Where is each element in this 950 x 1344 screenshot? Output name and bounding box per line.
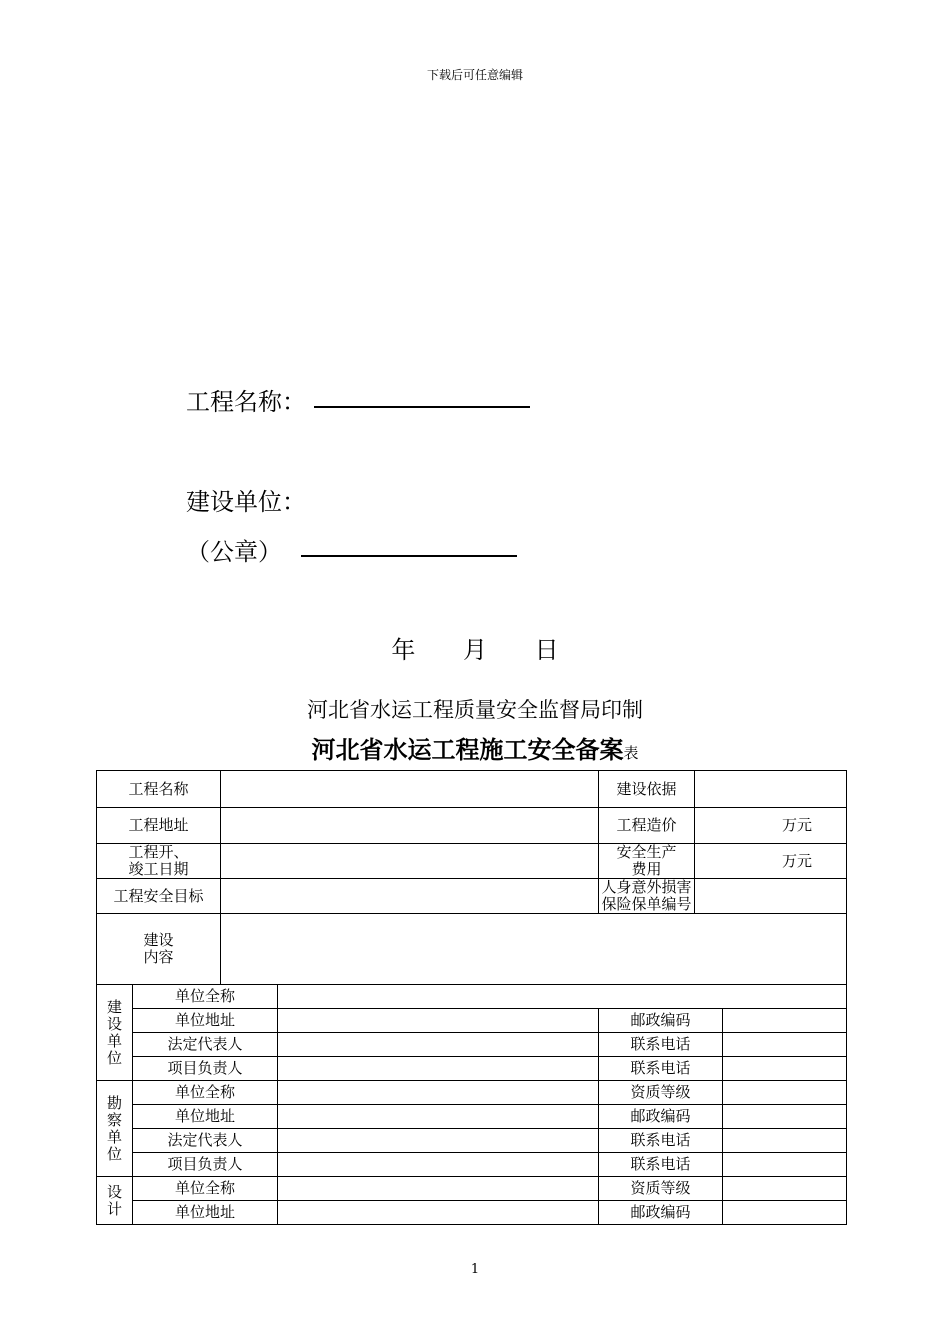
dates-line2: 竣工日期 (128, 860, 189, 878)
design-label-full-name: 单位全称 (133, 1177, 278, 1201)
date-year: 年 (391, 636, 416, 664)
dates-line1: 工程开、 (128, 843, 189, 861)
design-value-address[interactable] (278, 1201, 599, 1225)
insurance-line2: 保险保单编号 (601, 895, 692, 913)
group-design (97, 1177, 133, 1225)
builder-value-lead-phone[interactable] (723, 1057, 847, 1081)
design-value-postcode[interactable] (723, 1201, 847, 1225)
group-builder-char: 建 (106, 997, 122, 1016)
group-design-char: 计 (106, 1199, 122, 1218)
survey-value-phone[interactable] (723, 1129, 847, 1153)
date-day: 日 (534, 636, 559, 664)
date-month: 月 (463, 636, 487, 664)
survey-label-qualification: 资质等级 (599, 1081, 723, 1105)
form-title-suffix: 表 (623, 744, 639, 762)
label-safety-fee (599, 844, 695, 879)
builder-label-lead-phone: 联系电话 (599, 1057, 723, 1081)
project-name-label: 工程名称： (186, 388, 306, 416)
fee-unit: 万元 (782, 851, 813, 870)
survey-label-legal-rep: 法定代表人 (133, 1129, 278, 1153)
design-label-address: 单位地址 (133, 1201, 278, 1225)
value-project-dates[interactable] (221, 844, 599, 879)
builder-label-postcode: 邮政编码 (599, 1009, 723, 1033)
builder-value-project-lead[interactable] (278, 1057, 599, 1081)
survey-value-full-name[interactable] (278, 1081, 599, 1105)
survey-label-phone: 联系电话 (599, 1129, 723, 1153)
builder-label-phone: 联系电话 (599, 1033, 723, 1057)
value-safety-fee[interactable] (695, 844, 847, 879)
label-project-dates (97, 844, 221, 879)
builder-label-legal-rep: 法定代表人 (133, 1033, 278, 1057)
form-title-main: 河北省水运工程施工安全备案 (311, 735, 624, 764)
survey-value-lead-phone[interactable] (723, 1153, 847, 1177)
group-survey (97, 1081, 133, 1177)
design-label-postcode: 邮政编码 (599, 1201, 723, 1225)
value-insurance[interactable] (695, 879, 847, 914)
builder-value-postcode[interactable] (723, 1009, 847, 1033)
label-project-address: 工程地址 (97, 808, 221, 844)
builder-label-project-lead: 项目负责人 (133, 1057, 278, 1081)
registration-table (96, 770, 847, 1225)
survey-value-address[interactable] (278, 1105, 599, 1129)
survey-label-project-lead: 项目负责人 (133, 1153, 278, 1177)
value-build-content[interactable] (221, 914, 847, 985)
safety-fee-line1: 安全生产 (616, 843, 677, 861)
content-line1: 建设 (143, 931, 174, 949)
builder-value-phone[interactable] (723, 1033, 847, 1057)
group-survey-char: 勘 (106, 1093, 122, 1112)
builder-value-address[interactable] (278, 1009, 599, 1033)
survey-value-legal-rep[interactable] (278, 1129, 599, 1153)
seal-label: （公章） (186, 538, 282, 566)
survey-label-postcode: 邮政编码 (599, 1105, 723, 1129)
project-name-underline (314, 406, 530, 408)
group-design-char: 设 (106, 1182, 122, 1201)
survey-label-full-name: 单位全称 (133, 1081, 278, 1105)
date-line (0, 630, 950, 665)
insurance-line1: 人身意外损害 (601, 878, 692, 896)
group-builder (97, 985, 133, 1081)
group-survey-char: 察 (106, 1110, 122, 1129)
printer-line: 河北省水运工程质量安全监督局印制 (307, 698, 643, 722)
builder-label-full-name: 单位全称 (133, 985, 278, 1009)
value-build-basis[interactable] (695, 771, 847, 808)
builder-label: 建设单位： (186, 488, 306, 516)
label-build-basis: 建设依据 (599, 771, 695, 808)
builder-value-full-name[interactable] (278, 985, 847, 1009)
survey-value-qualification[interactable] (723, 1081, 847, 1105)
design-label-qualification: 资质等级 (599, 1177, 723, 1201)
builder-value-legal-rep[interactable] (278, 1033, 599, 1057)
seal-underline (301, 555, 517, 557)
group-survey-char: 单 (106, 1127, 122, 1146)
form-title (0, 730, 950, 765)
group-survey-char: 位 (106, 1144, 122, 1163)
label-insurance (599, 879, 695, 914)
design-value-full-name[interactable] (278, 1177, 599, 1201)
survey-value-postcode[interactable] (723, 1105, 847, 1129)
safety-fee-line2: 费用 (631, 860, 662, 878)
content-line2: 内容 (143, 948, 174, 966)
value-project-name[interactable] (221, 771, 599, 808)
design-value-qualification[interactable] (723, 1177, 847, 1201)
value-safety-goal[interactable] (221, 879, 599, 914)
survey-label-lead-phone: 联系电话 (599, 1153, 723, 1177)
cost-unit: 万元 (782, 816, 813, 834)
label-project-cost: 工程造价 (599, 808, 695, 844)
value-project-cost[interactable] (695, 808, 847, 844)
builder-label-address: 单位地址 (133, 1009, 278, 1033)
value-project-address[interactable] (221, 808, 599, 844)
label-project-name: 工程名称 (97, 771, 221, 808)
group-builder-char: 设 (106, 1014, 122, 1033)
label-build-content (97, 914, 221, 985)
group-builder-char: 单 (106, 1031, 122, 1050)
header-note: 下载后可任意编辑 (426, 68, 523, 82)
survey-label-address: 单位地址 (133, 1105, 278, 1129)
label-safety-goal: 工程安全目标 (97, 879, 221, 914)
page-number: 1 (470, 1262, 480, 1277)
survey-value-project-lead[interactable] (278, 1153, 599, 1177)
group-builder-char: 位 (106, 1048, 122, 1067)
